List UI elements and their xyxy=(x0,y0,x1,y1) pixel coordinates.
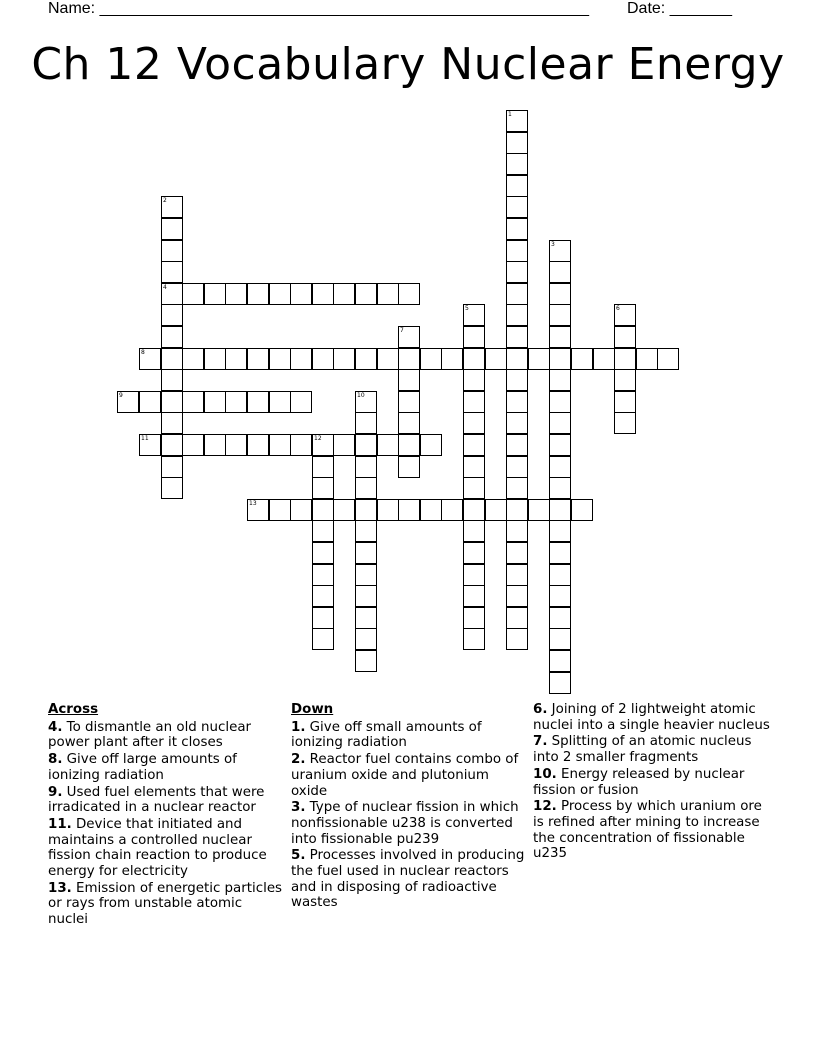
crossword-cell[interactable] xyxy=(506,348,528,370)
crossword-cell[interactable] xyxy=(549,672,571,694)
crossword-cell[interactable] xyxy=(355,499,377,521)
clue-number-label: 10 xyxy=(357,392,365,399)
crossword-cell[interactable] xyxy=(355,477,377,499)
clue-number: 9. xyxy=(48,784,63,800)
clue-text: Energy released by nuclear fission or fusion xyxy=(533,766,745,798)
crossword-cell[interactable] xyxy=(549,391,571,413)
crossword-cell[interactable] xyxy=(398,499,420,521)
clue-number-label: 9 xyxy=(119,392,123,399)
crossword-cell[interactable] xyxy=(614,304,636,326)
clue-number-label: 8 xyxy=(141,349,145,356)
crossword-cell[interactable] xyxy=(247,434,269,456)
down-clue xyxy=(533,799,771,862)
down-clue xyxy=(533,702,771,733)
crossword-cell[interactable] xyxy=(549,477,571,499)
crossword-cell[interactable] xyxy=(161,412,183,434)
crossword-cell[interactable] xyxy=(247,499,269,521)
crossword-cell[interactable] xyxy=(204,283,226,305)
clue-text: To dismantle an old nuclear power plant after it closes xyxy=(48,719,252,751)
down-clue xyxy=(291,752,529,799)
clue-number-label: 2 xyxy=(163,197,167,204)
down-clue xyxy=(533,767,771,798)
crossword-cell[interactable] xyxy=(485,348,507,370)
crossword-cell[interactable] xyxy=(204,348,226,370)
clue-text: Give off large amounts of ionizing radiation xyxy=(48,752,237,783)
crossword-cell[interactable] xyxy=(161,283,183,305)
crossword-cell[interactable] xyxy=(355,391,377,413)
across-clue xyxy=(48,817,286,880)
crossword-cell[interactable] xyxy=(614,326,636,348)
crossword-cell[interactable] xyxy=(204,391,226,413)
crossword-cell[interactable] xyxy=(571,348,593,370)
crossword-cell[interactable] xyxy=(290,499,312,521)
date-field-label[interactable]: Date: _______ xyxy=(627,0,732,17)
clue-number: 12. xyxy=(533,799,557,815)
crossword-cell[interactable] xyxy=(614,391,636,413)
crossword-cell[interactable] xyxy=(463,607,485,629)
crossword-cell[interactable] xyxy=(225,391,247,413)
crossword-cell[interactable] xyxy=(463,456,485,478)
across-clue xyxy=(48,752,286,783)
crossword-cell[interactable] xyxy=(161,456,183,478)
crossword-cell[interactable] xyxy=(269,391,291,413)
crossword-cell[interactable] xyxy=(161,196,183,218)
crossword-cell[interactable] xyxy=(463,304,485,326)
crossword-cell[interactable] xyxy=(549,304,571,326)
crossword-cell[interactable] xyxy=(506,585,528,607)
across-heading: Across xyxy=(48,702,99,717)
crossword-cell[interactable] xyxy=(463,391,485,413)
name-field-label[interactable]: Name: _______________________________________________________ xyxy=(48,0,589,17)
clue-number-label: 6 xyxy=(616,305,620,312)
crossword-cell[interactable] xyxy=(247,348,269,370)
crossword-cell[interactable] xyxy=(312,456,334,478)
crossword-cell[interactable] xyxy=(161,348,183,370)
clue-number-label: 12 xyxy=(314,435,322,442)
crossword-cell[interactable] xyxy=(549,326,571,348)
crossword-cell[interactable] xyxy=(355,542,377,564)
clue-number: 2. xyxy=(291,752,306,768)
crossword-cell[interactable] xyxy=(506,434,528,456)
crossword-cell[interactable] xyxy=(355,348,377,370)
crossword-cell[interactable] xyxy=(506,304,528,326)
crossword-cell[interactable] xyxy=(398,456,420,478)
crossword-cell[interactable] xyxy=(312,434,334,456)
crossword-cell[interactable] xyxy=(312,628,334,650)
crossword-cell[interactable] xyxy=(225,434,247,456)
crossword-cell[interactable] xyxy=(225,348,247,370)
crossword-cell[interactable] xyxy=(161,434,183,456)
crossword-cell[interactable] xyxy=(506,369,528,391)
clue-number-label: 4 xyxy=(163,284,167,291)
across-clue xyxy=(48,881,286,928)
crossword-cell[interactable] xyxy=(290,434,312,456)
clue-number: 3. xyxy=(291,800,306,816)
crossword-cell[interactable] xyxy=(139,348,161,370)
crossword-cell[interactable] xyxy=(420,499,442,521)
crossword-cell[interactable] xyxy=(506,110,528,132)
crossword-cell[interactable] xyxy=(549,261,571,283)
crossword-cell[interactable] xyxy=(463,412,485,434)
crossword-cell[interactable] xyxy=(506,261,528,283)
crossword-cell[interactable] xyxy=(463,628,485,650)
crossword-cell[interactable] xyxy=(463,326,485,348)
clue-text: Emission of energetic particles or rays from unstable atomic nuclei xyxy=(48,880,283,928)
across-clue xyxy=(48,785,286,816)
crossword-cell[interactable] xyxy=(463,564,485,586)
crossword-cell[interactable] xyxy=(247,391,269,413)
crossword-cell[interactable] xyxy=(377,434,399,456)
crossword-cell[interactable] xyxy=(463,585,485,607)
crossword-cell[interactable] xyxy=(420,434,442,456)
crossword-cell[interactable] xyxy=(506,456,528,478)
crossword-cell[interactable] xyxy=(463,477,485,499)
crossword-cell[interactable] xyxy=(398,283,420,305)
clue-number-label: 5 xyxy=(465,305,469,312)
crossword-cell[interactable] xyxy=(571,499,593,521)
crossword-cell[interactable] xyxy=(614,348,636,370)
crossword-cell[interactable] xyxy=(247,283,269,305)
clue-number-label: 13 xyxy=(249,500,257,507)
crossword-cell[interactable] xyxy=(161,261,183,283)
crossword-cell[interactable] xyxy=(269,499,291,521)
crossword-cell[interactable] xyxy=(398,348,420,370)
crossword-cell[interactable] xyxy=(398,326,420,348)
clue-number-label: 3 xyxy=(551,241,555,248)
crossword-cell[interactable] xyxy=(463,499,485,521)
crossword-cell[interactable] xyxy=(182,283,204,305)
clue-text: Type of nuclear fission in which nonfissionable u238 is converted into fissionable pu239 xyxy=(291,800,519,847)
clue-number: 5. xyxy=(291,848,306,864)
crossword-cell[interactable] xyxy=(463,542,485,564)
crossword-cell[interactable] xyxy=(333,434,355,456)
crossword-cell[interactable] xyxy=(463,520,485,542)
crossword-cell[interactable] xyxy=(549,628,571,650)
crossword-cell[interactable] xyxy=(506,477,528,499)
crossword-cell[interactable] xyxy=(549,412,571,434)
crossword-cell[interactable] xyxy=(441,499,463,521)
crossword-cell[interactable] xyxy=(312,585,334,607)
crossword-cell[interactable] xyxy=(398,369,420,391)
crossword-cell[interactable] xyxy=(657,348,679,370)
crossword-cell[interactable] xyxy=(355,585,377,607)
clue-text: Reactor fuel contains combo of uranium oxide and plutonium oxide xyxy=(291,752,519,799)
crossword-cell[interactable] xyxy=(506,542,528,564)
crossword-cell[interactable] xyxy=(269,283,291,305)
crossword-cell[interactable] xyxy=(549,283,571,305)
crossword-cell[interactable] xyxy=(506,132,528,154)
clue-number: 10. xyxy=(533,766,557,782)
crossword-cell[interactable] xyxy=(161,477,183,499)
crossword-cell[interactable] xyxy=(463,369,485,391)
crossword-cell[interactable] xyxy=(549,240,571,262)
crossword-cell[interactable] xyxy=(139,391,161,413)
crossword-cell[interactable] xyxy=(549,564,571,586)
crossword-cell[interactable] xyxy=(506,283,528,305)
crossword-cell[interactable] xyxy=(161,304,183,326)
crossword-cell[interactable] xyxy=(506,391,528,413)
crossword-cell[interactable] xyxy=(377,348,399,370)
crossword-cell[interactable] xyxy=(312,499,334,521)
clue-text: Process by which uranium ore is refined after mining to increase the concentration of fissionable u235 xyxy=(533,799,762,862)
crossword-cell[interactable] xyxy=(182,391,204,413)
clue-text: Processes involved in producing the fuel used in nuclear reactors and in disposing of radioactive wastes xyxy=(291,848,525,911)
clue-number: 4. xyxy=(48,719,63,735)
crossword-cell[interactable] xyxy=(549,434,571,456)
crossword-cell[interactable] xyxy=(636,348,658,370)
crossword-cell[interactable] xyxy=(204,434,226,456)
clue-text: Joining of 2 lightweight atomic nuclei into a single heavier nucleus xyxy=(533,702,770,733)
crossword-cell[interactable] xyxy=(506,196,528,218)
clue-number: 11. xyxy=(48,816,72,832)
crossword-cell[interactable] xyxy=(614,369,636,391)
clue-number: 7. xyxy=(533,734,548,750)
crossword-cell[interactable] xyxy=(398,434,420,456)
crossword-cell[interactable] xyxy=(506,153,528,175)
crossword-cell[interactable] xyxy=(312,283,334,305)
crossword-cell[interactable] xyxy=(290,283,312,305)
across-clue xyxy=(48,720,286,751)
crossword-cell[interactable] xyxy=(506,240,528,262)
crossword-cell[interactable] xyxy=(549,650,571,672)
crossword-cell[interactable] xyxy=(441,348,463,370)
crossword-cell[interactable] xyxy=(355,520,377,542)
down-clue xyxy=(291,800,529,847)
crossword-cell[interactable] xyxy=(549,520,571,542)
down-clue xyxy=(533,734,771,765)
clue-number-label: 7 xyxy=(400,327,404,334)
down-clue xyxy=(291,720,529,751)
crossword-cell[interactable] xyxy=(463,434,485,456)
crossword-cell[interactable] xyxy=(506,218,528,240)
page-title: Ch 12 Vocabulary Nuclear Energy xyxy=(31,39,785,90)
crossword-cell[interactable] xyxy=(506,412,528,434)
clue-number: 13. xyxy=(48,880,72,896)
crossword-cell[interactable] xyxy=(333,348,355,370)
crossword-cell[interactable] xyxy=(161,326,183,348)
crossword-cell[interactable] xyxy=(420,348,442,370)
crossword-cell[interactable] xyxy=(333,499,355,521)
crossword-cell[interactable] xyxy=(377,283,399,305)
crossword-cell[interactable] xyxy=(528,348,550,370)
clue-number: 1. xyxy=(291,719,306,735)
crossword-cell[interactable] xyxy=(312,564,334,586)
crossword-cell[interactable] xyxy=(614,412,636,434)
crossword-cell[interactable] xyxy=(549,348,571,370)
crossword-cell[interactable] xyxy=(139,434,161,456)
crossword-cell[interactable] xyxy=(549,542,571,564)
crossword-cell[interactable] xyxy=(355,412,377,434)
crossword-cell[interactable] xyxy=(355,628,377,650)
crossword-cell[interactable] xyxy=(269,434,291,456)
down-clue xyxy=(291,848,529,911)
clue-column-1 xyxy=(48,702,286,929)
clue-column-3 xyxy=(533,702,771,863)
crossword-cell[interactable] xyxy=(506,175,528,197)
crossword-cell[interactable] xyxy=(549,369,571,391)
crossword-cell[interactable] xyxy=(161,369,183,391)
crossword-cell[interactable] xyxy=(290,391,312,413)
crossword-cell[interactable] xyxy=(355,607,377,629)
crossword-cell[interactable] xyxy=(485,499,507,521)
crossword-cell[interactable] xyxy=(377,499,399,521)
crossword-cell[interactable] xyxy=(355,456,377,478)
crossword-cell[interactable] xyxy=(506,499,528,521)
crossword-cell[interactable] xyxy=(506,326,528,348)
clue-column-2 xyxy=(291,702,529,912)
clue-number: 6. xyxy=(533,702,548,717)
crossword-cell[interactable] xyxy=(117,391,139,413)
crossword-cell[interactable] xyxy=(355,434,377,456)
crossword-cell[interactable] xyxy=(355,283,377,305)
crossword-cell[interactable] xyxy=(312,542,334,564)
crossword-cell[interactable] xyxy=(355,650,377,672)
clue-text: Give off small amounts of ionizing radiation xyxy=(291,719,482,751)
crossword-cell[interactable] xyxy=(398,412,420,434)
clue-number: 8. xyxy=(48,752,63,768)
crossword-cell[interactable] xyxy=(506,520,528,542)
crossword-cell[interactable] xyxy=(225,283,247,305)
clue-text: Splitting of an atomic nucleus into 2 smaller fragments xyxy=(533,734,752,766)
crossword-cell[interactable] xyxy=(549,499,571,521)
crossword-cell[interactable] xyxy=(312,348,334,370)
crossword-cell[interactable] xyxy=(549,456,571,478)
crossword-cell[interactable] xyxy=(506,628,528,650)
crossword-cell[interactable] xyxy=(549,585,571,607)
crossword-cell[interactable] xyxy=(506,607,528,629)
crossword-cell[interactable] xyxy=(161,218,183,240)
clue-number-label: 1 xyxy=(508,111,512,118)
crossword-cell[interactable] xyxy=(506,564,528,586)
crossword-cell[interactable] xyxy=(312,477,334,499)
crossword-cell[interactable] xyxy=(549,607,571,629)
crossword-cell[interactable] xyxy=(290,348,312,370)
crossword-cell[interactable] xyxy=(269,348,291,370)
crossword-cell[interactable] xyxy=(355,564,377,586)
crossword-cell[interactable] xyxy=(312,607,334,629)
crossword-cell[interactable] xyxy=(161,391,183,413)
clue-text: Used fuel elements that were irradicated in a nuclear reactor xyxy=(48,784,265,816)
crossword-cell[interactable] xyxy=(593,348,615,370)
crossword-cell[interactable] xyxy=(463,348,485,370)
clue-number-label: 11 xyxy=(141,435,149,442)
crossword-cell[interactable] xyxy=(182,434,204,456)
crossword-cell[interactable] xyxy=(182,348,204,370)
crossword-cell[interactable] xyxy=(161,240,183,262)
crossword-cell[interactable] xyxy=(398,391,420,413)
crossword-cell[interactable] xyxy=(528,499,550,521)
clue-text: Device that initiated and maintains a controlled nuclear fission chain reaction to produce energy for electricity xyxy=(48,816,267,880)
crossword-cell[interactable] xyxy=(333,283,355,305)
down-heading: Down xyxy=(291,702,334,717)
crossword-cell[interactable] xyxy=(312,520,334,542)
